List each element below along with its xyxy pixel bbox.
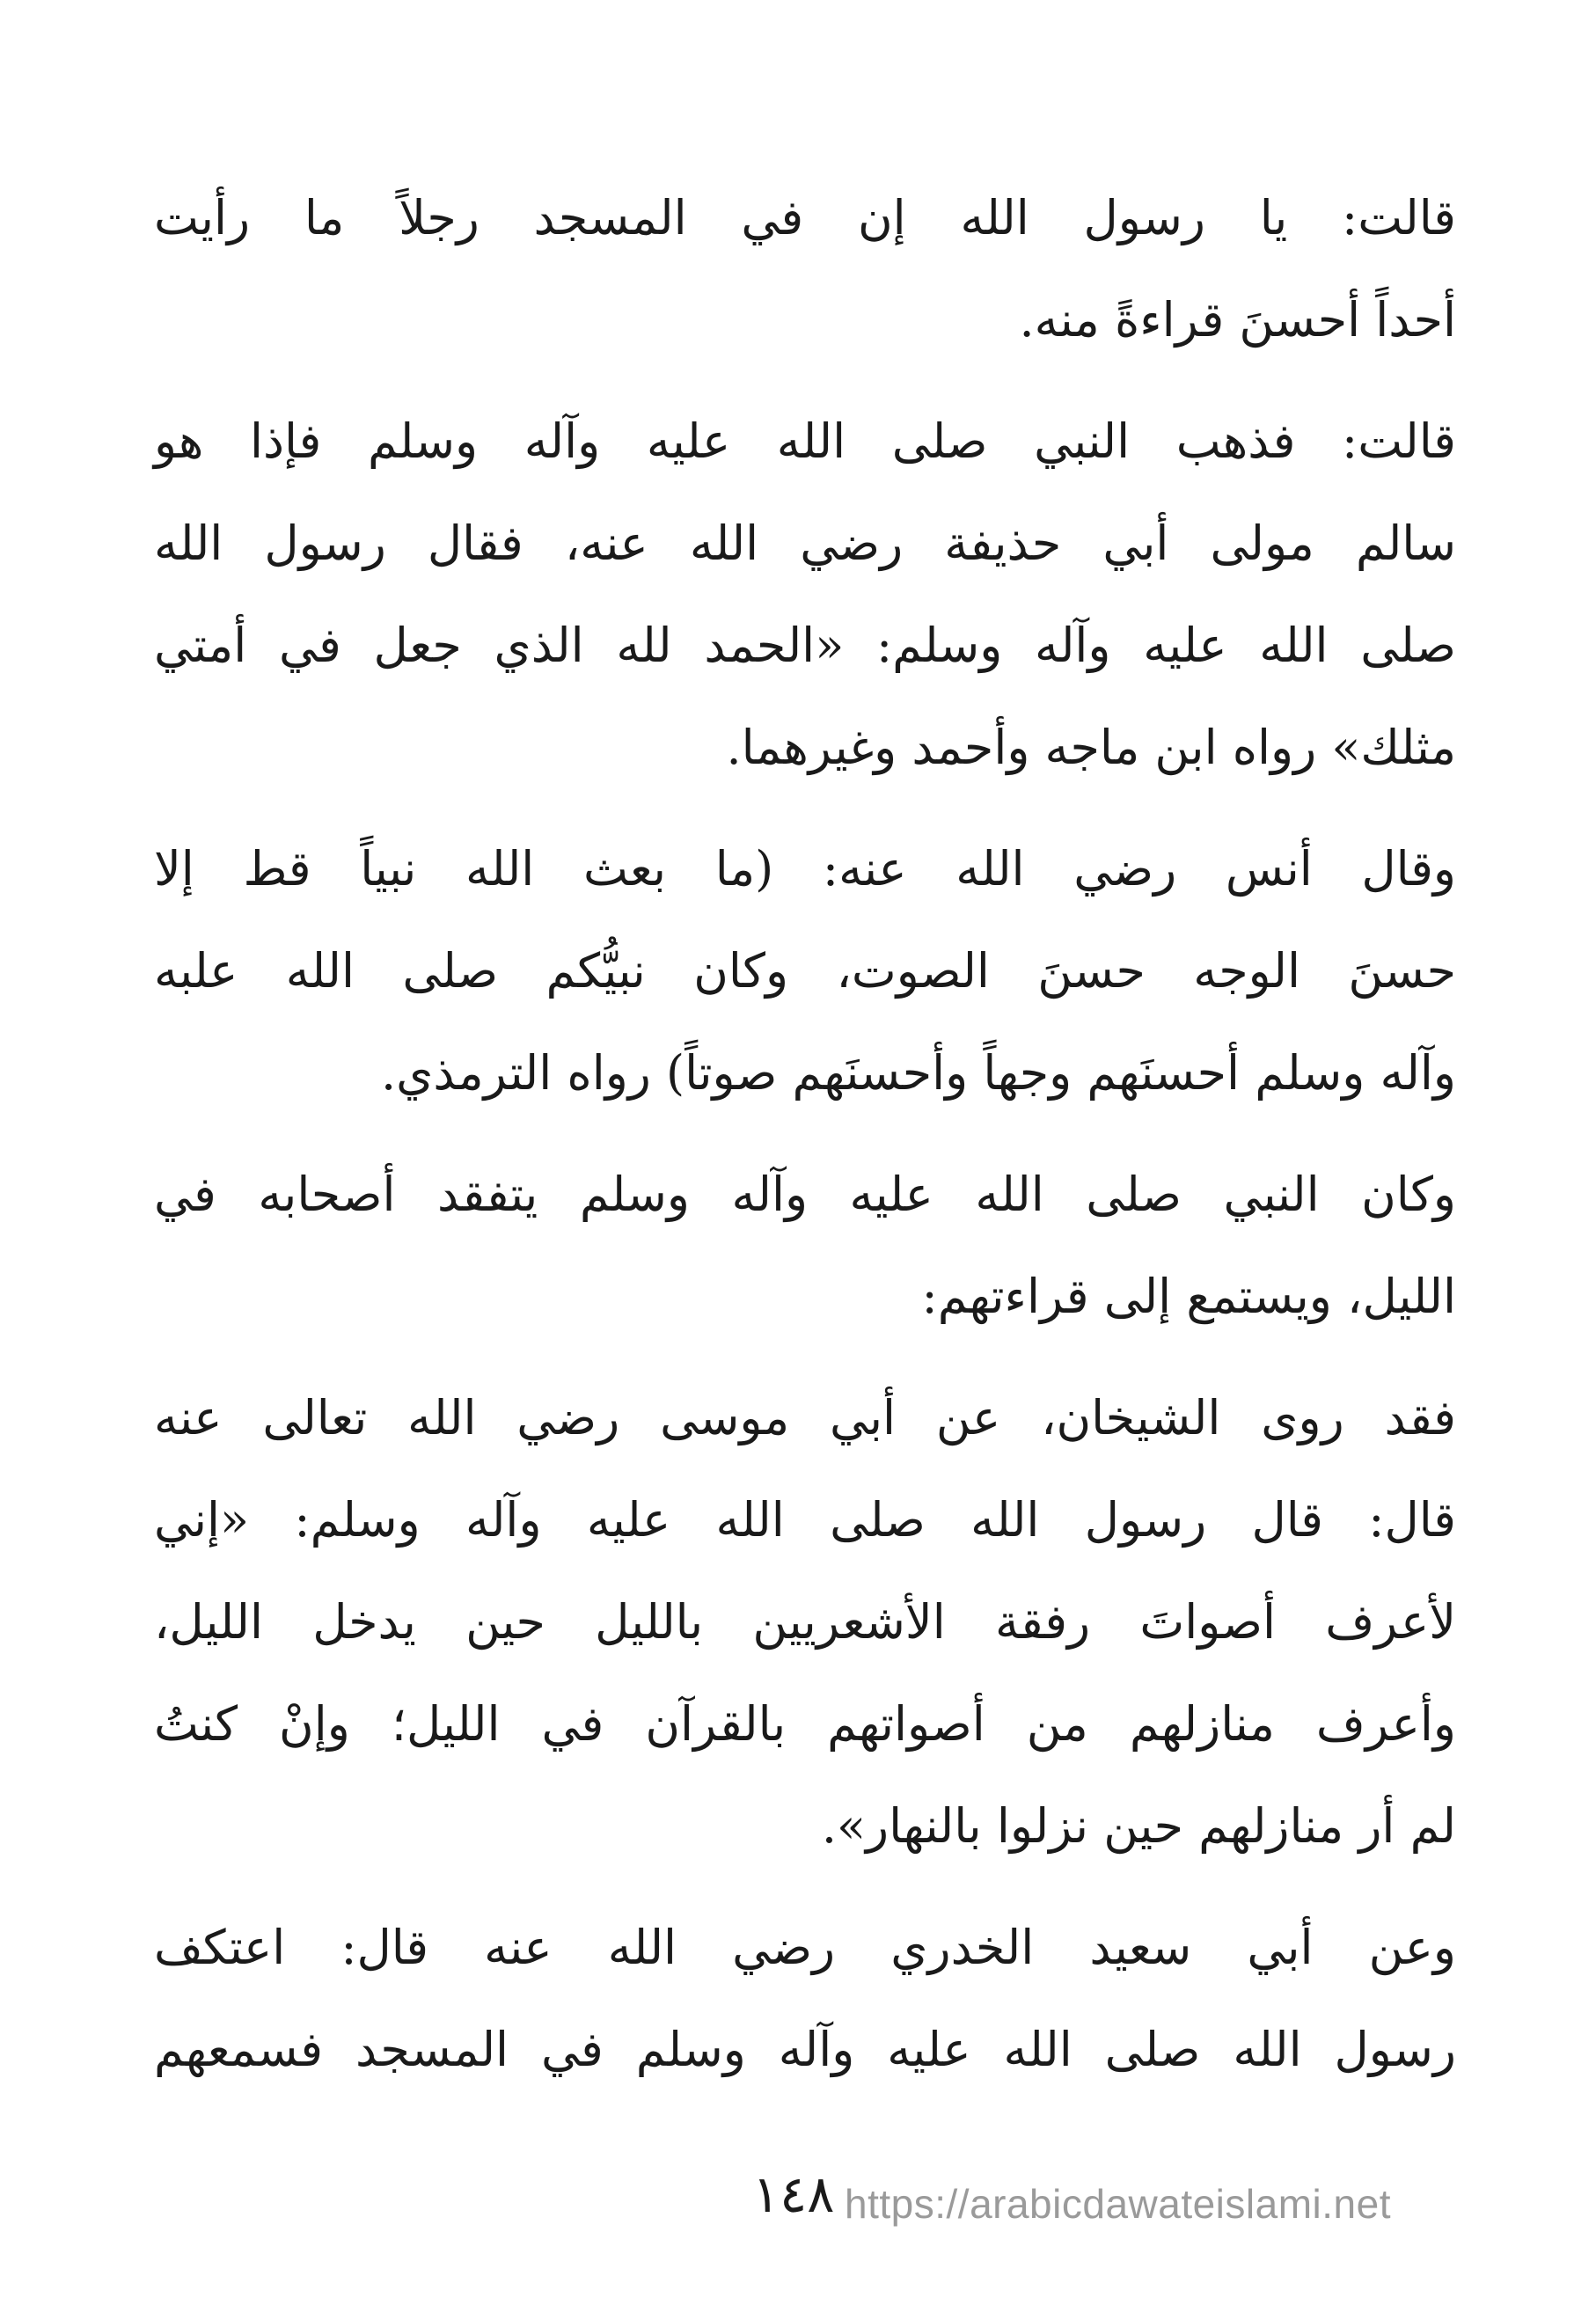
text-line: وأعرف منازلهم من أصواتهم بالقرآن في الليل؛ وإنْ كنتُ: [154, 1696, 1456, 1752]
text-line: مثلك» رواه ابن ماجه وأحمد وغيرهما.: [726, 720, 1456, 775]
text-line: حسنَ الوجه حسنَ الصوت، وكان نبيُّكم صلى الله علبه: [154, 943, 1456, 999]
text-line: أحداً أحسنَ قراءةً منه.: [1019, 292, 1456, 348]
text-line: قالت: فذهب النبي صلى الله عليه وآله وسلم فإذا هو: [154, 413, 1456, 469]
text-line: صلى الله عليه وآله وسلم: «الحمد لله الذي جعل في أمتي: [154, 618, 1456, 673]
text-line: وعن أبي سعيد الخدري رضي الله عنه قال: اعتكف: [154, 1920, 1456, 1975]
paragraph-5: [154, 1367, 1456, 1877]
text-line: وقال أنس رضي الله عنه: (ما بعث الله نبياً قط إلا: [154, 841, 1456, 897]
paragraph-3: [154, 818, 1456, 1124]
text-line: لأعرف أصواتَ رفقة الأشعريين بالليل حين يدخل الليل،: [154, 1594, 1456, 1650]
paragraph-6: [154, 1897, 1456, 2101]
page-number: ١٤٨: [752, 2164, 835, 2224]
text-line: الليل، ويستمع إلى قراءتهم:: [921, 1269, 1456, 1324]
watermark-url: https://arabicdawateislami.net: [845, 2181, 1391, 2227]
paragraph-1: [154, 167, 1456, 371]
text-line: وآله وسلم أحسنَهم وجهاً وأحسنَهم صوتاً) رواه الترمذي.: [380, 1045, 1456, 1101]
text-line: لم أر منازلهم حين نزلوا بالنهار».: [821, 1798, 1456, 1854]
text-line: سالم مولى أبي حذيفة رضي الله عنه، فقال رسول الله: [154, 516, 1456, 571]
paragraph-2: [154, 391, 1456, 799]
text-line: وكان النبي صلى الله عليه وآله وسلم يتفقد أصحابه في: [154, 1167, 1456, 1222]
body-text: [154, 167, 1456, 2120]
text-line: قالت: يا رسول الله إن في المسجد رجلاً ما رأيت: [154, 190, 1456, 245]
paragraph-4: [154, 1144, 1456, 1348]
text-line: فقد روى الشيخان، عن أبي موسى رضي الله تعالى عنه: [154, 1390, 1456, 1445]
page-footer: [0, 2155, 1596, 2252]
text-line: قال: قال رسول الله صلى الله عليه وآله وسلم: «إني: [154, 1492, 1456, 1548]
text-line: رسول الله صلى الله عليه وآله وسلم في المسجد فسمعهم: [154, 2022, 1456, 2077]
